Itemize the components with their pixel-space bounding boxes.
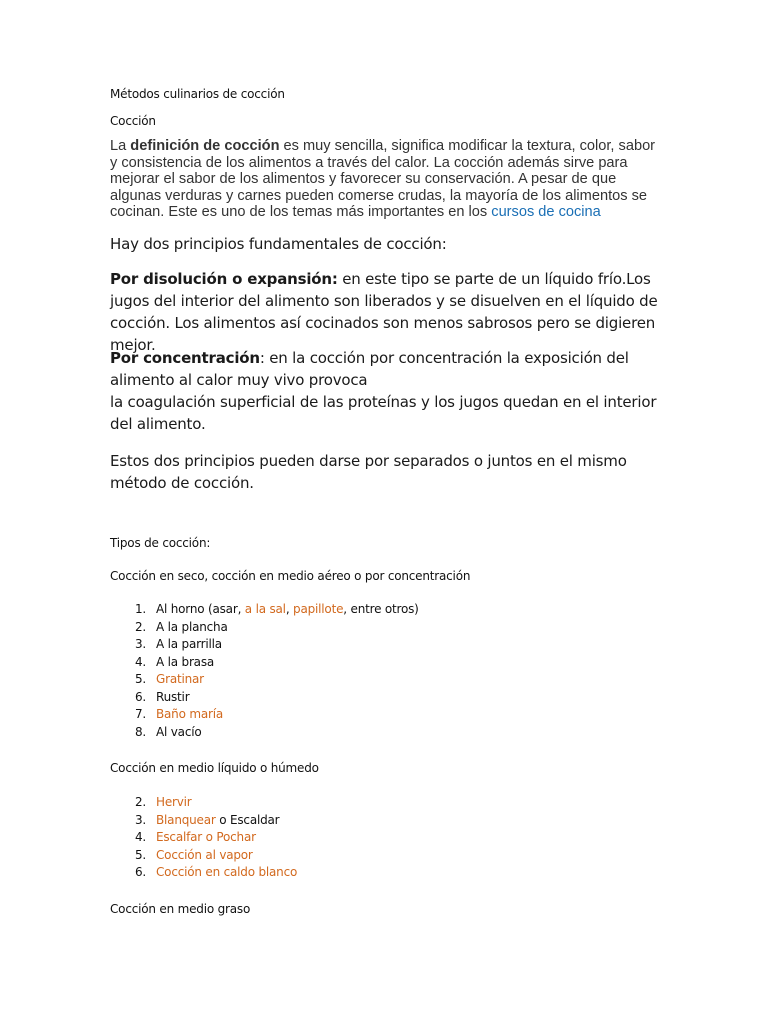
list-item xyxy=(110,671,610,689)
list-item-link[interactable]: Cocción en caldo blanco xyxy=(156,865,298,880)
principle-concentracion-line2: la coagulación superficial de las proteínas y los jugos quedan en el interior del alimento. xyxy=(110,393,657,433)
list-item-text-part: A la brasa xyxy=(156,654,215,669)
list-item xyxy=(110,724,610,742)
cursos-de-cocina-link[interactable]: cursos de cocina xyxy=(491,204,601,220)
list-item-link[interactable]: papillote xyxy=(293,602,344,617)
list-item-text xyxy=(156,829,256,846)
list-item xyxy=(110,689,610,707)
list-item xyxy=(110,636,610,654)
list-item xyxy=(110,654,610,672)
list-item-text xyxy=(156,724,202,741)
list-item-text xyxy=(156,671,204,688)
list-item-text-part: Al horno (asar, xyxy=(156,602,245,617)
seco-heading: Cocción en seco, cocción en medio aéreo o por concentración xyxy=(110,569,471,583)
list-item xyxy=(110,847,610,865)
list-item-number: 2. xyxy=(134,795,146,810)
list-item-number: 1. xyxy=(134,602,146,617)
list-item-text xyxy=(156,619,228,636)
list-item-text xyxy=(156,847,253,864)
section-heading-coccion: Cocción xyxy=(110,114,156,128)
doc-title: Métodos culinarios de cocción xyxy=(110,87,285,101)
principle-disolucion-text: en este tipo se parte de un líquido frío.Los jugos del interior del alimento son liberados y se disuelven en el líquido de cocción. Los alimentos así cocinados son menos sabrosos pero se digieren mejor. xyxy=(110,270,658,354)
list-item-text-part: Al vacío xyxy=(156,724,202,739)
list-item xyxy=(110,829,610,847)
list-item-number: 3. xyxy=(134,812,146,827)
principle-concentracion-line1: : en la cocción por concentración la exposición del alimento al calor muy vivo provoca xyxy=(110,349,629,389)
list-item-number: 6. xyxy=(134,865,146,880)
list-item-number: 8. xyxy=(134,724,146,739)
list-item-text xyxy=(156,636,222,653)
list-item-text-part: A la parrilla xyxy=(156,637,222,652)
list-item-text xyxy=(156,601,419,618)
list-item-text-part: , entre otros) xyxy=(343,602,419,617)
list-item xyxy=(110,601,610,619)
list-item-link[interactable]: Gratinar xyxy=(156,672,204,687)
principle-disolucion xyxy=(110,268,666,356)
list-item-number: 4. xyxy=(134,830,146,845)
list-item-text xyxy=(156,706,223,723)
graso-heading: Cocción en medio graso xyxy=(110,902,251,916)
list-item-link[interactable]: Cocción al vapor xyxy=(156,847,253,862)
list-item xyxy=(110,812,610,830)
principles-heading: Hay dos principios fundamentales de cocción: xyxy=(110,235,447,253)
list-item-number: 3. xyxy=(134,637,146,652)
list-item-link[interactable]: a la sal xyxy=(244,602,286,617)
list-item-text-part: o Escaldar xyxy=(215,812,280,827)
intro-bold-term: definición de cocción xyxy=(130,138,280,154)
list-item-text xyxy=(156,654,214,671)
list-item-text-part: Rustir xyxy=(156,689,190,704)
list-item-text xyxy=(156,812,279,829)
intro-paragraph xyxy=(110,138,660,221)
list-item-link[interactable]: Hervir xyxy=(156,795,192,810)
tipos-heading: Tipos de cocción: xyxy=(110,536,211,550)
humedo-list xyxy=(110,794,610,882)
list-item-number: 2. xyxy=(134,619,146,634)
list-item-text xyxy=(156,689,189,706)
list-item-text xyxy=(156,864,297,881)
list-item-number: 6. xyxy=(134,689,146,704)
intro-pre: La xyxy=(110,138,131,154)
principle-concentracion xyxy=(110,347,666,435)
list-item xyxy=(110,619,610,637)
list-item-number: 7. xyxy=(134,707,146,722)
list-item xyxy=(110,706,610,724)
list-item xyxy=(110,794,610,812)
list-item-link[interactable]: Blanquear xyxy=(156,812,216,827)
list-item-number: 5. xyxy=(134,847,146,862)
humedo-heading: Cocción en medio líquido o húmedo xyxy=(110,761,319,775)
principle-disolucion-title: Por disolución o expansión: xyxy=(110,270,338,288)
principle-concentracion-title: Por concentración xyxy=(110,349,260,367)
list-item-link[interactable]: Baño maría xyxy=(156,707,224,722)
list-item-text-part: A la plancha xyxy=(156,619,228,634)
list-item-number: 4. xyxy=(134,654,146,669)
intro-text: es muy sencilla, significa modificar la textura, color, sabor y consistencia de los alimentos a través del calor. La cocción además sirve para mejorar el sabor de los alimentos y favorecer su conservación. A pesar de que algunas verduras y carnes pueden comerse crudas, la mayoría de los alimentos se cocinan. Este es uno de los temas más importantes en los xyxy=(110,138,656,220)
list-item-number: 5. xyxy=(134,672,146,687)
list-item xyxy=(110,864,610,882)
list-item-text-part: , xyxy=(285,602,294,617)
principles-note: Estos dos principios pueden darse por separados o juntos en el mismo método de cocción. xyxy=(110,452,627,492)
seco-list xyxy=(110,601,610,741)
list-item-text xyxy=(156,794,192,811)
list-item-link[interactable]: Escalfar o Pochar xyxy=(156,830,256,845)
